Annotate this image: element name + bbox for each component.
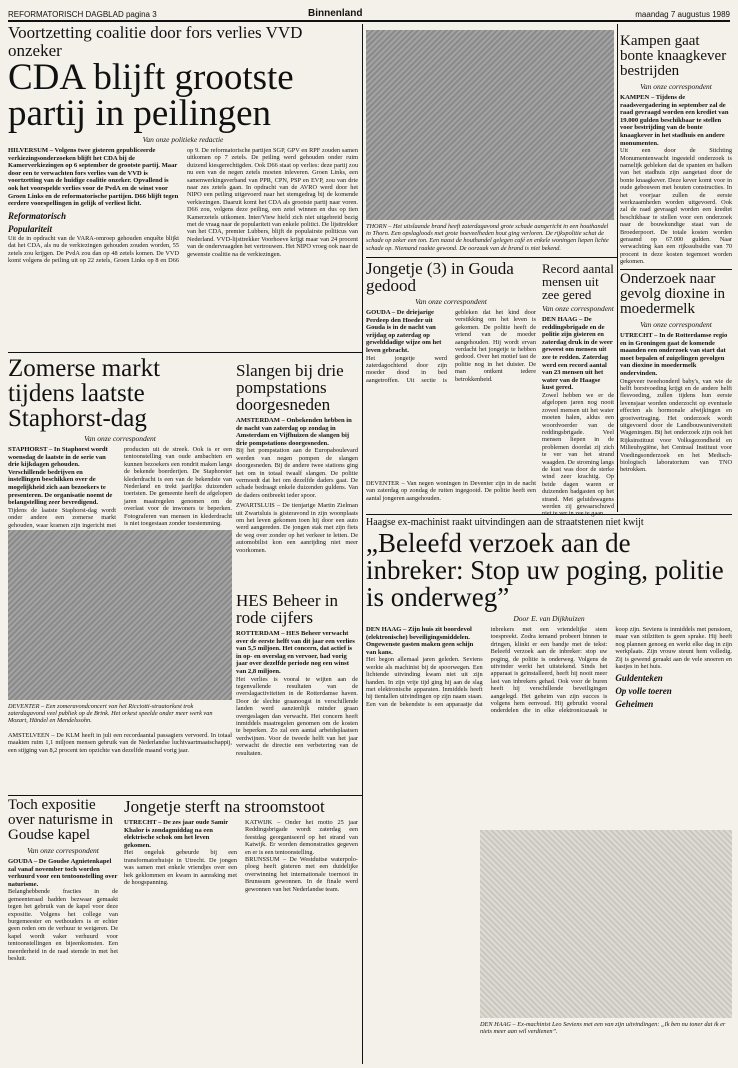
cda-kicker: Voortzetting coalitie door fors verlies VVD onzeker xyxy=(8,23,303,60)
photo-fire-caption: THORN – Het uitslaande brand heeft zaterdagavond grote schade aangericht in een houthandel in Thorn. Een opslagloods met grote hoeveelheden hout ging verloren. De rijkspolitie schat de schade op zeker een ton. Een naast de houthandel gelegen café en enkele woningen liepen lichte schade op. Niemand raakte gewond. De oorzaak van de brand is niet bekend. xyxy=(366,223,609,252)
machinist-subhead-geheimen: Geheimen xyxy=(615,699,654,710)
dioxine-body: Ongeveer tweehonderd baby's, van wie de helft borstvoeding krijgt en de andere helft flesvoeding, zullen tijdens hun eerste levensjaar worden onderzocht op eventuele effecten als hormonale afwijkingen en groeivertraging. Het onderzoek wordt uitgevoerd door de Landbouwuniversiteit Wageningen. Bij het onderzoek zijn ook het Rijksinstituut voor Volksgezondheid en Milieuhygiëne, het Centraal Instituut voor Voedingsonderzoek en het Medisch-biologisch laboratorium van TNO betrokken. xyxy=(620,377,732,474)
section-rule xyxy=(8,795,362,796)
hes-lead: ROTTERDAM – HES Beheer verwacht over de eerste helft van dit jaar een verlies van 5,5 miljoen. Het concern, dat actief is in op- en overslag en vervoer, had vorig jaar over dezelfde periode nog een winst van 2,8 miljoen. xyxy=(236,630,355,675)
article-pompstations xyxy=(236,362,358,588)
article-record xyxy=(542,261,614,518)
photo-fire-thorn xyxy=(366,30,614,220)
record-headline: Record aantal mensen uit zee gered xyxy=(542,261,614,302)
article-jongetje-stroomstoot xyxy=(124,798,358,1060)
kampen-body: Uit een door de Stichting Monumentenwacht ingesteld onderzoek is namelijk gebleken dat de spanten en balken van het stadhuis zijn aangetast door de bonte knaagkever. Deze kever komt voor in oude gebouwen met houten constructies. In het voorjaar zullen de eerste werkzaamheden worden uitgevoerd. Ook zal de raad gevraagd worden een krediet beschikbaar te stellen voor een onderzoek naar de bouwkundige staat van de Broederpoort. De totale kosten worden geraamd op 67.000 gulden. Naar verwachting kan een rijkssubsidie van 70 procent in deze kosten tegemoet worden gekomen. xyxy=(620,147,732,266)
section-rule xyxy=(8,352,362,353)
kampen-headline: Kampen gaat bonte knaagkever bestrijden xyxy=(620,33,727,79)
gouda-lead: GOUDA – De driejarige Perdeep den Hoeder uit Gouda is in de nacht van vrijdag op zaterdag op gewelddadige wijze om het leven gebracht. xyxy=(366,309,442,354)
jongetje2-body: Het ongeluk gebeurde bij een transformatorhuisje in Utrecht. De jongen was samen met enkele vriendjes over een hek geklommen en kwam in aanraking met de hoogspanning. xyxy=(124,849,237,886)
cda-headline: CDA blijft grootste partij in peilingen xyxy=(8,57,294,134)
machinist-headline: „Beleefd verzoek aan de inbreker: Stop uw poging, politie is onderweg” xyxy=(366,528,724,612)
gouda-byline: Van onze correspondent xyxy=(415,297,487,306)
header-paper-name: REFORMATORISCH DAGBLAD pagina 3 xyxy=(8,10,157,19)
cda-body: Uit de in opdracht van de VARA-omroep gehouden enquête blijkt dat het CDA, als nu de verkiezingen gehouden zouden worden, 55 zetels zou krijgen. De PvdA zou dan op 48 zetels komen. De VVD komt volgens de peiling uit op 22 zetels, Groen Links op 8 en D66 op 9. De reformatorische partijen SGP, GPV en RPF zouden samen uitkomen op 7 zetels. De peiling werd gehouden onder ruim duizend kiesgerechtigden. Ook D66 staat op verlies: deze partij zou nu een van de negen zetels moeten inleveren. Groen Links, een samenwerkingsverband van PPR, CPN, PSP en EVP, zou van drie naar zes zetels gaan. In opdracht van de AVRO werd door het NIPO een peiling uitgevoerd naar het stemgedrag bij de komende verkiezingen. Daaruit komt het CDA als grootste partij naar voren. D66 zou, volgens deze peiling, een zetel winnen en dus op tien Kamerzetels uitkomen. Inter/View hield zich niet uitgebreid bezig met de vraag naar de populariteit van enkele politici. De lijsttrekker van het CDA, premier Lubbers, blijft de populairste politicus van Nederland. VVD-lijsttrekker Voorhoeve krijgt maar van 24 procent van de ondervraagden het vertrouwen. Het NIPO vroeg ook naar de gewenste coalitie na de verkiezingen. xyxy=(8,147,358,264)
machinist-subhead-op-volle-toeren: Op volle toeren xyxy=(615,686,672,697)
brief-amstelveen: AMSTELVEEN – De KLM heeft in juli een recordaantal passagiers vervoerd. In totaal maakten ruim 1,1 miljoen mensen gebruik van de Nederlandse luchtvaartmaatschappij, een stijging van 8,2 procent ten opzichte van dezelfde maand vorig jaar. xyxy=(8,732,232,754)
article-cda xyxy=(8,24,358,350)
article-kampen xyxy=(620,34,732,266)
dioxine-headline: Onderzoek naar gevolg dioxine in moedermelk xyxy=(620,271,725,317)
photo-machinist-seviens xyxy=(480,830,732,1018)
article-toch-expositie xyxy=(8,798,118,1060)
staphorst-byline: Van onze correspondent xyxy=(84,434,156,443)
article-gouda xyxy=(366,260,536,478)
article-staphorst xyxy=(8,355,232,529)
pomp-lead: AMSTERDAM – Onbekenden hebben in de nacht van zaterdag op zondag in Amsterdam en Vijfhuizen de slangen bij drie pompstations doorgesneden. xyxy=(236,417,352,447)
record-byline: Van onze correspondent xyxy=(542,304,614,313)
machinist-subhead-guldenteken: Guldenteken xyxy=(615,673,663,684)
staphorst-lead: STAPHORST – In Staphorst wordt woensdag de laatste in de serie van drie kijkdagen gehouden. Verschillende bedrijven en instellingen beschikken over de mogelijkheid zich aan bezoekers te presenteren. De organisatie noemt de belangstelling zeer bevredigend. xyxy=(8,446,113,507)
staphorst-body: Tijdens de laatste Staphorst-dag wordt onder andere een zomerse markt gehouden, waar kramen zijn ingericht met producten uit de streek. Ook is er een tentoonstelling van oude ambachten en kunnen bezoekers een rondrit maken langs de bekende boerderijen. De Staphorster klederdracht is een van de bekendste van Nederland en trekt jaarlijks duizenden toeristen. De gemeente heeft de afgelopen jaren maatregelen genomen om de overlast voor de inwoners te beperken. Fotograferen van mensen in klederdracht is niet toegestaan zonder toestemming. xyxy=(8,446,232,529)
toch-byline: Van onze correspondent xyxy=(27,846,99,855)
brief-katwijk: KATWIJK – Onder het motto 25 jaar Reddingsbrigade wordt zaterdag een feestdag georganiseerd op het strand van Katwijk. Er worden demonstraties gegeven en er is een tentoonstelling. xyxy=(245,819,358,856)
column-rule xyxy=(617,24,618,512)
photo-machinist-caption: DEN HAAG – Ex-machinist Leo Seviens met een van zijn uitvindingen: „Ik ben nu toner dat ik er niets meer aan wil verdienen”. xyxy=(480,1021,726,1036)
jongetje2-headline: Jongetje sterft na stroomstoot xyxy=(124,797,325,816)
section-rule xyxy=(620,269,732,270)
brief-brunssum: BRUNSSUM – De Westduitse waterpolo-ploeg heeft gisteren met een duidelijke overwinning het internationale toernooi in Brunssum gewonnen. In de finale werd gewonnen van het Nederlandse team. xyxy=(245,856,358,893)
machinist-lead: DEN HAAG – Zijn huis zit boordevol (elektronische) beveiligingsmiddelen. Ongewenste gasten maken geen schijn van kans. xyxy=(366,626,474,656)
pomp-headline: Slangen bij drie pompstations doorgesneden xyxy=(236,361,344,414)
photo-concert-caption: DEVENTER – Een zomeravondconcert van het Ricciotti-straatorkest trok zaterdagavond veel publiek op de Brink. Het orkest speelde onder meer werk van Mozart, Händel en Mendelssohn. xyxy=(8,703,213,725)
machinist-byline: Door E. van Dijkhuizen xyxy=(513,614,585,623)
toch-headline: Toch expositie over naturisme in Goudse kapel xyxy=(8,797,113,843)
jongetje2-lead: UTRECHT – De zes jaar oude Samir Khalor is zondagmiddag na een elektrische schok om het leven gekomen. xyxy=(124,819,229,849)
record-lead: DEN HAAG – De reddingsbrigade en de politie zijn gisteren en zaterdag druk in de weer geweest om mensen uit zee te redden. Zaterdag werd een record aantal van 23 mensen uit het water van de Haagse kust gered. xyxy=(542,316,613,392)
toch-body: Belanghebbende fracties in de gemeenteraad hadden bezwaar gemaakt tegen het gebruik van de kapel voor deze expositie. Volgens het college van burgemeester en wethouders is er echter geen reden om de verhuur te weigeren. De kapel wordt vaker verhuurd voor tentoonstellingen en bijeenkomsten. Een meerderheid in de raad stemde in met het besluit. xyxy=(8,888,118,963)
staphorst-headline: Zomerse markt tijdens laatste Staphorst-dag xyxy=(8,355,161,432)
cda-byline: Van onze politieke redactie xyxy=(142,135,224,144)
dioxine-lead: UTRECHT – In de Rotterdamse regio en in Groningen gaat de komende maanden een onderzoek van start dat moet bepalen of zuigelingen gevolgen van dioxine in moedermelk ondervinden. xyxy=(620,332,728,377)
machinist-body: Het begon allemaal jaren geleden. Seviens werkte als machinist bij de spoorwegen. Een lichtende uitvinding kwam niet uit zijn handen. In zijn vrije tijd ging hij aan de slag met elektronische apparaten. Inmiddels heeft hij tientallen uitvindingen op zijn naam staan. Een van de bekendste is een apparaatje dat inbrekers met een vriendelijke stem toespreekt. Zodra iemand probeert binnen te dringen, klinkt er een bandje met de tekst: Beleefd verzoek aan de inbreker: stop uw poging, de politie is onderweg. Volgens de uitvinder werkt het uitstekend. Sinds het apparaat is geïnstalleerd, heeft hij nooit meer last van inbrekers gehad. Ook voor de buren heeft hij verschillende beveiligingen aangelegd. Het geheim van zijn succes is volgens hem eenvoud. Hij gebruikt vooral onderdelen die in elke elektronicazaak te koop zijn. Seviens is inmiddels met pensioen, maar van stilzitten is geen sprake. Hij heeft nog plannen genoeg en werkt elke dag in zijn werkplaats. Zijn vrouw steunt hem volledig. Zij is gewend geraakt aan de vele snoeren en kastjes in het huis. xyxy=(366,626,732,715)
brief-deventer: DEVENTER – Van negen woningen in Deventer zijn in de nacht van zaterdag op zondag de ruiten ingegooid. De politie heeft een aantal jongeren aangehouden. xyxy=(366,480,536,502)
gouda-headline: Jongetje (3) in Gouda gedood xyxy=(366,259,514,295)
kampen-lead: KAMPEN – Tijdens de raadsvergadering in september zal de raad gevraagd worden een krediet van 19.000 gulden beschikbaar te stellen voor bestrijding van de bonte knaagkever in het stadhuis en andere monumenten. xyxy=(620,94,729,147)
hes-headline: HES Beheer in rode cijfers xyxy=(236,591,338,627)
kampen-byline: Van onze correspondent xyxy=(640,82,712,91)
cda-subhead-reformatorisch: Reformatorisch xyxy=(8,210,67,221)
hes-body: Het verlies is vooral te wijten aan de tegenvallende resultaten van de overslagactiviteiten in de Rotterdamse haven. Door de slechte graanoogst in verschillende landen werd aanzienlijk minder graan overgeslagen dan verwacht. Het concern heeft inmiddels maatregelen genomen om de kosten te beperken. Zo zal een aantal arbeidsplaatsen verdwijnen. Voor de tweede helft van het jaar verwacht de directie een verbetering van de resultaten. xyxy=(236,675,358,757)
pomp-body: Bij het pompstation aan de Europaboulevard werden van negen pompen de slangen doorgesneden. Bij de andere twee stations ging het om in totaal twaalf slangen. De politie vermoedt dat het om dezelfde daders gaat. De schade bedraagt enkele duizenden guldens. Van de daders ontbreekt ieder spoor. xyxy=(236,447,358,499)
photo-concert-deventer xyxy=(8,530,232,700)
section-rule xyxy=(366,257,617,258)
gouda-body: Het jongetje werd zaterdagochtend door zijn moeder dood in bed aangetroffen. Uit sectie is gebleken dat het kind door verstikking om het leven is gekomen. De politie heeft de vriend van de moeder aangehouden. Hij wordt ervan verdacht het jongetje te hebben gedood. Over het motief tast de politie nog in het duister. De man ontkent iedere betrokkenheid. xyxy=(366,309,536,384)
header-date: maandag 7 augustus 1989 xyxy=(635,10,730,19)
header-section: Binnenland xyxy=(308,8,363,19)
cda-lead: HILVERSUM – Volgens twee gisteren gepubliceerde verkiezingsonderzoeken blijft het CDA bij de Kamerverkiezingen op 6 september de grootste partij. Maar door een te verwachten fors verlies van de VVD is voortzetting van de huidige coalitie onzeker. Opvallend is ook het voorspelde verlies voor de PvdA en de winst voor Groen Links en de reformatorische partijen. D66 blijft tegen eerdere voorspellingen in gelijk of verliest licht. xyxy=(8,147,179,208)
record-body: Zowel hebben we er de afgelopen jaren nog nooit zoveel mensen uit het water moeten halen, aldus een woordvoerder van de reddingsbrigade. Veel mensen liepen in de problemen doordat zij zich te ver van het strand waagden. De stroming langs de kust was door de sterke wind zeer krachtig. Op beide dagen waren er duizenden badgasten op het strand. Met geluidswagens werden zij gewaarschuwd niet te ver in zee te gaan. xyxy=(542,391,614,518)
column-rule xyxy=(362,24,363,1064)
page-header xyxy=(8,6,730,22)
machinist-kicker: Haagse ex-machinist raakt uitvindingen aan de straatstenen niet kwijt xyxy=(366,517,644,528)
article-dioxine xyxy=(620,272,732,510)
article-hes-beheer xyxy=(236,592,358,792)
brief-zwartsluis: ZWARTSLUIS – De tienjarige Martin Zielman uit Zwartsluis is gisteravond in zijn woonplaats om het leven gekomen toen hij door een auto werd aangereden. De jongen stak met zijn fiets de weg over zonder op het verkeer te letten. De automobilist kon een aanrijding niet meer voorkomen. xyxy=(236,502,358,554)
cda-subhead-populariteit: Populariteit xyxy=(8,223,53,234)
toch-lead: GOUDA – De Goudse Agnietenkapel zal vanaf november toch worden verhuurd voor een tentoonstelling over naturisme. xyxy=(8,858,118,888)
dioxine-byline: Van onze correspondent xyxy=(640,320,712,329)
